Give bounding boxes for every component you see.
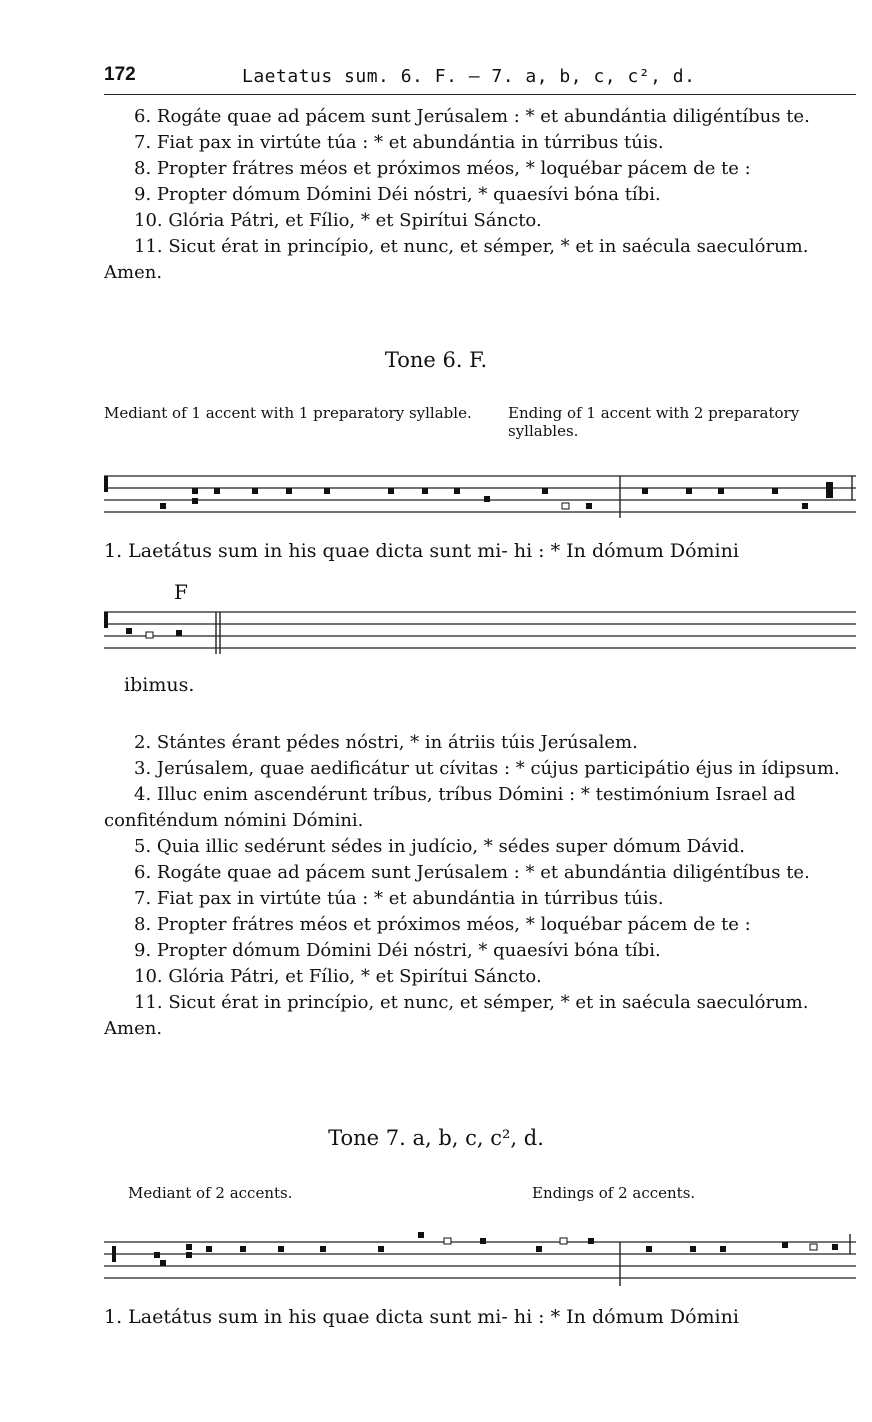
- clef-icon: [104, 612, 108, 628]
- tone-6-ending-label: Ending of 1 accent with 2 preparatory syllables.: [508, 404, 800, 440]
- verse-line: 5. Quia illic sedérunt sédes in judício, * sédes super dómum Dávid.: [134, 836, 745, 857]
- verse-line: 6. Rogáte quae ad pácem sunt Jerúsalem : * et abundántia diligéntíbus te.: [134, 106, 810, 127]
- tone-6-title: Tone 6. F.: [384, 348, 488, 372]
- tone-6-staff-2: [104, 600, 856, 656]
- verse-line: 6. Rogáte quae ad pácem sunt Jerúsalem : * et abundántia diligéntíbus te.: [134, 862, 810, 883]
- tone-7-staff-1: [104, 1224, 856, 1290]
- verse-line: 11. Sicut érat in princípio, et nunc, et sémper, * et in saécula saeculórum. Amen.: [104, 992, 809, 1039]
- tone-7-mediant-label: Mediant of 2 accents.: [128, 1184, 293, 1202]
- verse-line: 8. Propter frátres méos et próximos méos, * loquébar pácem de te :: [134, 914, 751, 935]
- verse-line: 10. Glória Pátri, et Fílio, * et Spirítui Sáncto.: [134, 210, 542, 231]
- tone-7-line-1-text: 1. Laetátus sum in his quae dicta sunt mi- hi : * In dómum Dómini: [104, 1306, 739, 1328]
- verse-line: 9. Propter dómum Dómini Déi nóstri, * quaesívi bóna tíbi.: [134, 940, 661, 961]
- page-number: 172: [104, 64, 136, 85]
- tone-6-line-1-text: 1. Laetátus sum in his quae dicta sunt mi- hi : * In dómum Dómini: [104, 540, 739, 562]
- verse-line: 9. Propter dómum Dómini Déi nóstri, * quaesívi bóna tíbi.: [134, 184, 661, 205]
- tone-7-title: Tone 7. a, b, c, c², d.: [328, 1126, 544, 1150]
- page-header: [104, 64, 856, 95]
- verse-line: 10. Glória Pátri, et Fílio, * et Spirítui Sáncto.: [134, 966, 542, 987]
- tone-6-ending-letter: F: [174, 580, 188, 604]
- verses-top: [104, 104, 856, 286]
- verse-line: 11. Sicut érat in princípio, et nunc, et sémper, * et in saécula saeculórum. Amen.: [104, 236, 809, 283]
- running-title: Laetatus sum. 6. F. — 7. a, b, c, c², d.: [242, 66, 696, 87]
- verse-line: 7. Fiat pax in virtúte túa : * et abundántia in túrribus túis.: [134, 888, 664, 909]
- verse-line: 7. Fiat pax in virtúte túa : * et abundántia in túrribus túis.: [134, 132, 664, 153]
- tone-7-ending-label: Endings of 2 accents.: [532, 1184, 696, 1202]
- tone-6-mediant-label: Mediant of 1 accent with 1 preparatory syllable.: [104, 404, 472, 422]
- verses-mid: [104, 730, 856, 1042]
- verse-line: 4. Illuc enim ascendérunt tríbus, tríbus Dómini : * testimónium Israel ad confiténdum nómini Dómini.: [104, 784, 796, 831]
- verse-line: 2. Stántes érant pédes nóstri, * in átriis túis Jerúsalem.: [134, 732, 638, 753]
- clef-icon: [104, 476, 108, 492]
- tone-6-line-2-text: ibimus.: [124, 674, 195, 696]
- clef-icon: [112, 1246, 116, 1262]
- tone-6-staff-1: [104, 462, 856, 524]
- verse-line: 8. Propter frátres méos et próximos méos, * loquébar pácem de te :: [134, 158, 751, 179]
- verse-line: 3. Jerúsalem, quae aedificátur ut cívitas : * cújus participátio éjus in ídipsum.: [134, 758, 840, 779]
